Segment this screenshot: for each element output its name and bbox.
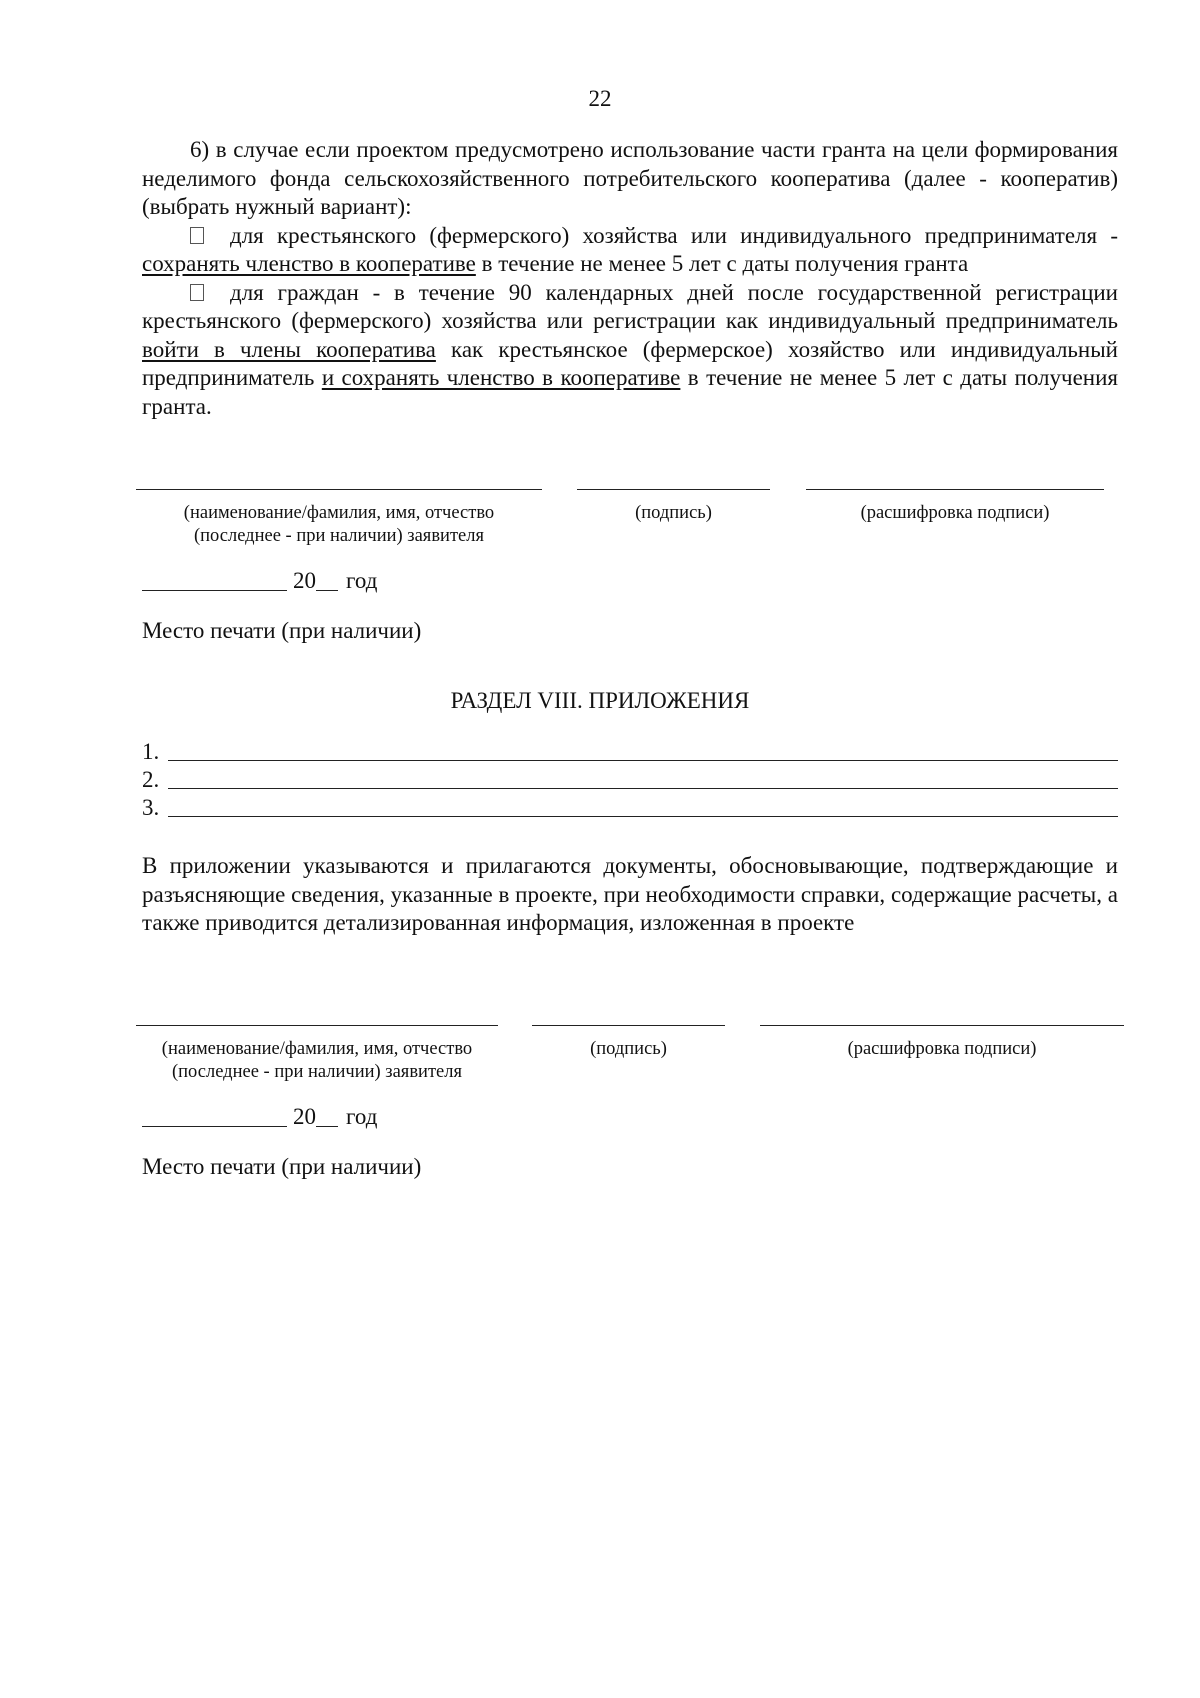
date-line: 20 год — [142, 568, 377, 594]
decode-signature-line-2 — [760, 1025, 1124, 1026]
annex-field-2[interactable] — [168, 766, 1118, 789]
checkbox-farm[interactable] — [190, 227, 204, 244]
option-farm: для крестьянского (фермерского) хозяйства или индивидуального предпринимателя - сохранять членство в кооперативе в течение не менее 5 лет с даты получения гранта — [142, 222, 1118, 276]
seal-place-2: Место печати (при наличии) — [142, 1154, 422, 1179]
annex-note: В приложении указываются и прилагаются документы, обосновывающие, подтверждающие и разъясняющие сведения, указанные в проекте, при необходимости справки, содержащие расчеты, а также приводится детализированная информация, изложенная в проекте — [142, 853, 1118, 935]
name-caption-2: (наименование/фамилия, имя, отчество (последнее - при наличии) заявителя — [161, 1039, 473, 1082]
sign-caption-2: (подпись) — [590, 1039, 667, 1059]
name-caption: (наименование/фамилия, имя, отчество (последнее - при наличии) заявителя — [183, 503, 495, 546]
date-day-month-field[interactable] — [142, 570, 287, 591]
annex-item-3: 3. — [142, 793, 1118, 821]
paragraph-6 — [142, 136, 1118, 421]
seal-place: Место печати (при наличии) — [142, 618, 422, 643]
decode-signature-line — [806, 489, 1104, 490]
decode-caption: (расшифровка подписи) — [860, 503, 1050, 523]
annex-field-1[interactable] — [168, 738, 1118, 761]
annex-item-2: 2. — [142, 765, 1118, 793]
sign-caption: (подпись) — [635, 503, 712, 523]
date-year-field[interactable] — [316, 570, 338, 591]
paragraph-6-intro: 6) в случае если проектом предусмотрено использование части гранта на цели формирования неделимого фонда сельскохозяйственного потребительского кооператива (далее - кооператив) (выбрать нужный вариант): — [142, 137, 1118, 219]
date-day-month-field-2[interactable] — [142, 1106, 287, 1127]
page-number: 22 — [588, 86, 612, 111]
option-citizens: для граждан - в течение 90 календарных дней после государственной регистрации крестьянского (фермерского) хозяйства или регистрации как индивидуальный предприниматель войти в члены кооператива как крестьянское (фермерское) хозяйство или индивидуальный предприниматель и сохранять членство в кооперативе в течение не менее 5 лет с даты получения гранта. — [142, 279, 1118, 419]
annex-item-1: 1. — [142, 737, 1118, 765]
name-signature-line-2 — [136, 1025, 498, 1026]
annex-field-3[interactable] — [168, 794, 1118, 817]
date-year-field-2[interactable] — [316, 1106, 338, 1127]
section-8-title: РАЗДЕЛ VIII. ПРИЛОЖЕНИЯ — [450, 688, 750, 713]
decode-caption-2: (расшифровка подписи) — [847, 1039, 1037, 1059]
date-line-2: 20 год — [142, 1104, 377, 1130]
name-signature-line — [136, 489, 542, 490]
signature-line-2 — [532, 1025, 725, 1026]
signature-line — [577, 489, 770, 490]
checkbox-citizens[interactable] — [190, 284, 204, 301]
